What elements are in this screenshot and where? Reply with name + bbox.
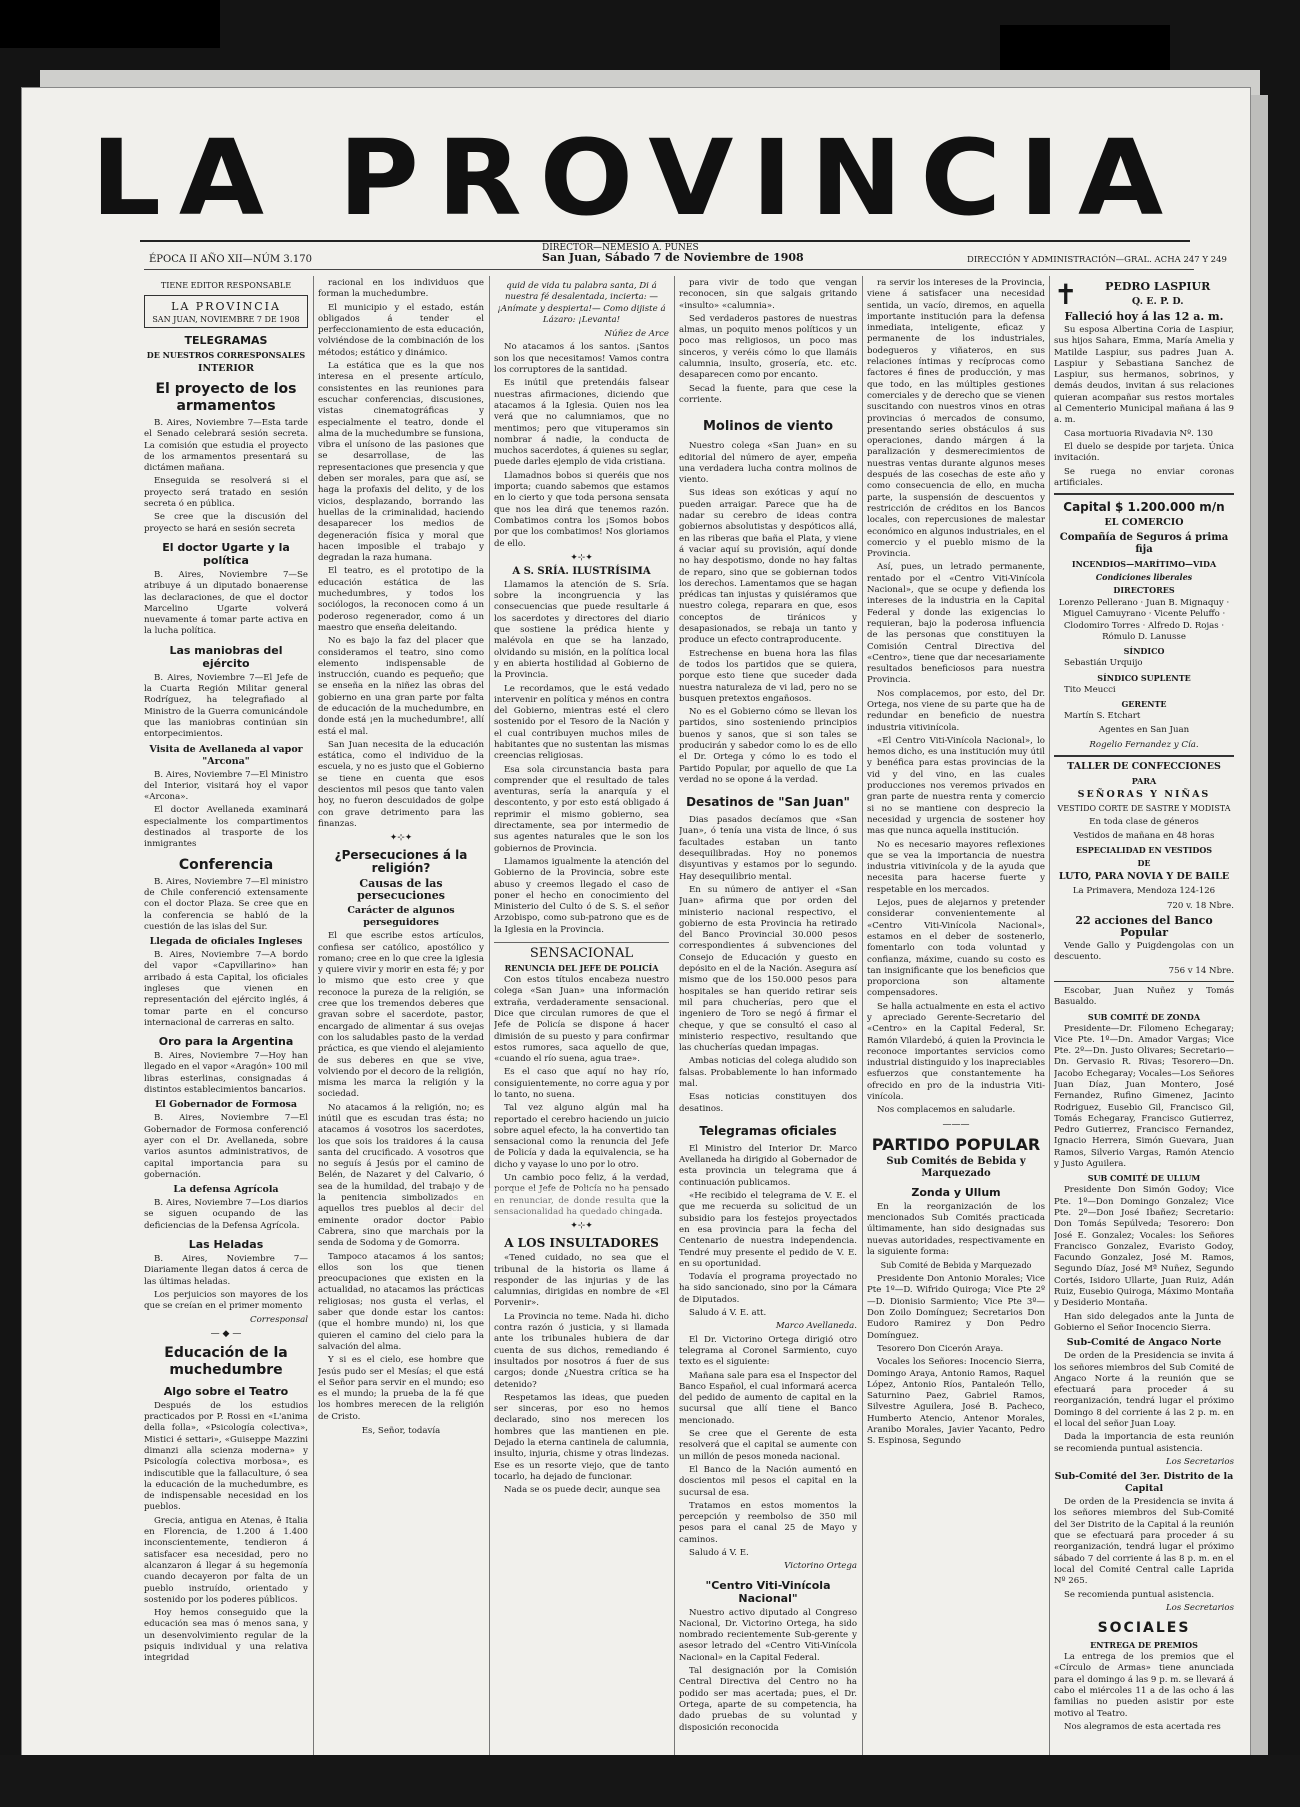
headline-defensa: La defensa Agrícola [173, 1184, 279, 1196]
ad-capital-sub2: Compañía de Seguros á prima fija [1059, 532, 1229, 556]
paragraph: En la reorganización de los mencionados Sub Comités practicada últimamente, han sido designadas sus nuevas autoridades, respectivamente en la siguiente forma: [867, 1201, 1045, 1257]
column-rule [674, 276, 675, 1766]
ad-taller-esp: ESPECIALIDAD EN VESTIDOS [1075, 845, 1213, 856]
signature: Corresponsal [250, 1314, 308, 1325]
paragraph: El doctor Avellaneda examinará especialmente los compartimentos destinados al trasporte de los inmigrantes [144, 805, 308, 850]
paragraph: Saludo á V. E. [689, 1547, 749, 1558]
paragraph: B. Aires, Noviembre 7—Diariamente llegan datos á cerca de las últimas heladas. [144, 1254, 308, 1287]
paragraph: Se cree que el Gerente de esta resolverá que el capital se aumente con un millón de pesos moneda nacional. [679, 1429, 857, 1462]
paragraph: Ambas noticias del colega aludido son falsas. Probablemente lo han informado mal. [679, 1056, 857, 1089]
paragraph: Hoy hemos conseguido que la educación sea mas ó menos sana, y un desenvolvimiento regular de la psiquis individual y una relativa integridad [144, 1608, 308, 1664]
paragraph: B. Aires, Noviembre 7—El Ministro del Interior, visitará hoy el vapor «Arcona». [144, 769, 308, 803]
paragraph: Escobar, Juan Nuñez y Tomás Basualdo. [1054, 985, 1234, 1008]
column-rule [313, 276, 314, 1766]
paragraph: Enseguida se resolverá si el proyecto será tratado en sesión secreta ó en pública. [144, 476, 308, 510]
paragraph: B. Aires, Noviembre 7—Se atribuye á un diputado bonaerense las declaraciones, de que el doctor Marcelino Ugarte volverá nuevamente á tomar parte activa en la lucha política. [144, 569, 308, 637]
ad-capital-agentes: Agentes en San Juan [1098, 725, 1190, 736]
paragraph: La Provincia no teme. Nada hi. dicho contra razón ó justicia, y si llamada ante los tribunales hubiera de dar cuenta de sus dichos, remediando é insultados por nosotros á fuer de sus cargos; donde ¿Nuestra crítica se ha detenido? [494, 1311, 669, 1390]
paragraph: El Banco de la Nación aumentó en doscientos mil pesos el capital en la sucursal de esa. [679, 1464, 857, 1498]
paragraph: Todavía el programa proyectado no ha sido sancionado, sino por la Cámara de Diputados. [679, 1272, 857, 1305]
paragraph: Un cambio poco feliz, á la verdad, porque el Jefe de Policía no ha pensado en renunciar, de donde resulta que la sensacionalidad ha quedado chingada. [494, 1173, 669, 1217]
headline-maniobras: Las maniobras del ejército [169, 643, 283, 670]
editor-notice: TIENE EDITOR RESPONSABLE [160, 281, 292, 290]
ad-taller-title: TALLER DE CONFECCIONES [1067, 760, 1221, 772]
separator: — ◆ — [210, 1328, 242, 1339]
paragraph: Tesorero Don Cicerón Araya. [877, 1343, 1004, 1354]
paragraph: Tampoco atacamos á los santos; ellos son los que tienen preocupaciones que existen en la actualidad, no atacamos las prácticas religiosas; nos gusta el verlas, el saber que donde estar los cantos: (que el hombre mundo) ni, los que quieren el camino del cielo para la salvación del alma. [318, 1251, 484, 1352]
headline-arcona: Visita de Avellaneda al vapor "Arcona" [149, 743, 303, 767]
headline-ugarte: El doctor Ugarte y la política [162, 540, 290, 567]
headline-oro: Oro para la Argentina [158, 1035, 294, 1049]
ad-capital-gerente-name: Martín S. Etchart [1064, 710, 1141, 721]
column-3 [494, 278, 669, 1758]
subhead-bebida: Sub Comité de Bebida y Marquezado [880, 1261, 1032, 1271]
paragraph: No atacamos á los santos. ¡Santos son los que necesitamos! Vamos contra los corruptores de la santidad. [494, 342, 669, 376]
paragraph: B. Aires, Noviembre 7—A bordo del vapor «Capvillarino» han arribado á esta Capital, los oficiales ingleses que vienen en representación del ejército inglés, á tomar parte en el concurso internacional de carreras en salto. [144, 950, 308, 1028]
ad-capital-sindico: SÍNDICO [1123, 646, 1165, 657]
telegrams-interior: INTERIOR [198, 363, 254, 374]
ad-capital-sub4: Condiciones liberales [1095, 572, 1193, 583]
paragraph: «He recibido el telegrama de V. E. el que me recuerda su solicitud de un subsidio para los festejos proyectados en esa provincia para la fecha del Centenario de nuestra independencia. Tendré muy presente el pedido de V. E. en su oportunidad. [679, 1191, 857, 1269]
paragraph: Grecia, antigua en Atenas, ê Italia en Florencia, de 1.200 á 1.400 inconscientemente, tendieron á satisfacer esa necesidad, pero no alcanzaron á llegar á su hegemonía cuando decayeron por falta de un pueblo instruído, orientado y sostenido por los poderes públicos. [144, 1515, 308, 1605]
paragraph: Tal vez alguno algún mal ha reportado el cerebro haciendo un juicio sobre aquel efecto, la ha convertido tan sensacional como la renuncia del Jefe de Policía y dada la equivalencia, se ha dicho y vayase lo uno por lo otro. [494, 1103, 669, 1170]
paragraph: Nos complacemos, por esto, del Dr. Ortega, nos viene de su parte que ha de redundar en beneficio de nuestra industria vitivinícola. [867, 688, 1045, 733]
headline-oficiales: Llegada de oficiales Ingleses [149, 936, 303, 948]
masthead-title: LA PROVINCIA [90, 117, 1182, 239]
telegrams-subtitle: DE NUESTROS CORRESPONSALES [146, 350, 306, 360]
paragraph: Le recordamos, que le está vedado intervenir en política y ménos en contra del Gobierno, mientras esté el clero sostenido por el Tesoro de la Nación y el cual contribuyen muchos miles de habitantes que no sustentan las mismas creencias religiosas. [494, 683, 669, 762]
telegrams-title: TELEGRAMAS [184, 334, 268, 347]
black-tab-left-bottom [0, 1755, 1300, 1807]
ad-acciones-ref: 756 v 14 Nbre. [1168, 965, 1234, 976]
paragraph: Esa sola circunstancia basta para comprender que el resultado de tales aventuras, sería la anarquía y el descontento, y por esto está obligado á reprimir el mismo gobierno, sea directamente, sea por intermedio de sus agentes naturales que le son los gobiernos de Provincia. [494, 764, 669, 854]
paragraph: Nada se os puede decir, aunque sea [504, 1485, 661, 1496]
paragraph: En su número de antiyer el «San Juan» afirma que por orden del ministerio nacional respectivo, el gobierno de esta Provincia ha retirado del Banco Provincial 30.000 pesos correspondientes á subvenciones del Consejo de Educación y guesto en depósito en el de la Nación. Asegura así mismo que de los 150.000 pesos para hospitales se han querido retirar seis mil para chucherías, pero que el ingeniero de Toro se negó á firmar el cheque, y que se consultó el caso al ministerio respectivo, resultando que las chucherías quedan impagas. [679, 884, 857, 1054]
ad-taller-sub: SEÑORAS Y NIÑAS [1077, 788, 1211, 800]
paragraph: El Ministro del Interior Dr. Marco Avellaneda ha dirigido al Gobernador de esta provincia un telegrama que á continuación publicamos. [679, 1143, 857, 1188]
paragraph: Vocales los Señores: Inocencio Sierra, Domingo Araya, Antonio Ramos, Raquel López, Antonio Ríos, Pantaleón Tello, Saturnino Paez, Gabriel Ramos, Silvestre Aguilera, José B. Pacheco, Humberto Atencio, Antenor Morales, Aranibo Morales, Javier Yacanto, Pedro S. Espinosa, Segundo [867, 1357, 1045, 1447]
column-4 [679, 278, 857, 1758]
separator: ——— [942, 1119, 970, 1130]
column-rule [1049, 276, 1050, 1766]
paragraph: De orden de la Presidencia se invita á los señores miembros del Sub Comité de Angaco Norte á la reunión que se efectuará para proceder á su reorganización, tendrá lugar el próximo Domingo 8 del corriente á las 2 p. m. en el local del señor Juan Loay. [1054, 1351, 1234, 1429]
paragraph: Llamamos la atención de S. Sría. sobre la incongruencia y las consecuencias que puede resultarle á los sacerdotes y directores del diario que sostiene la prédica hiente y malévola en que se ha lanzado, olvidando su misión, en la política local y en abierta hostilidad al Gobierno de la Provincia. [494, 579, 669, 681]
headline-formosa: El Gobernador de Formosa [154, 1099, 298, 1111]
paragraph: Y si es el cielo, ese hombre que Jesús pudo ser el Mesías; el que está el Señor para servir en el mundo; eso es el mundo; la prueba de la fé que los hombres merecen de la religión de Cristo. [318, 1355, 484, 1422]
verse: quid de vida tu palabra santa, Di á nuestra fé desalentada, incierta: —¡Anímate y despierta!— Como dijiste á Lázaro: ¡Levanta! [497, 281, 666, 325]
paragraph: Dias pasados decíamos que «San Juan», ó tenía una vista de lince, ó sus facultades estaban un tanto desequilibradas. Hoy no ponemos disyuntivas y estamos por lo segundo. Hay desequilibrio mental. [679, 815, 857, 882]
paragraph: La estática que es la que nos interesa en el presente artículo, consistentes en las reuniones para escuchar conferencias, discusiones, vistas cinematográficas y especialmente el teatro, donde el alma de la muchedumbre se funsiona, vibra el unísono de las pasiones que se desarrollase, de las representaciones que presencia y que deben ser morales, para que así, se haga la profaxis del delito, y de los vicios, desplazando, borrando las huellas de la criminalidad, haciendo desaparecer los medios de degeneración física y moral que hacen imposible el trabajo y degradan la raza humana. [318, 361, 484, 564]
paragraph: Casa mortuoria Rivadavia Nº. 130 [1064, 428, 1213, 439]
paragraph: B. Aires, Noviembre 7—El Jefe de la Cuarta Región Militar general Rodríguez, ha telegrafiado al Ministro de la Guerra comunicándole que las maniobras continúan sin entorpecimientos. [144, 672, 308, 740]
paragraph: Sed verdaderos pastores de nuestras almas, un poquito menos políticos y un poco mas religiosos, un poco mas sinceros, y veréis cómo lo que llamáis calumnia, insulto, grosería, etc. etc. desaparecen como por encanto. [679, 313, 857, 381]
ad-capital-sindico-name: Sebastián Urquijo [1064, 658, 1143, 669]
paragraph: La entrega de los premios que el «Círculo de Armas» tiene anunciada para el domingo á las 9 p. m. se llevará á cabo el miércoles 11 a de las ocho á las familias no pueden asistir por este motivo al Teatro. [1054, 1652, 1234, 1719]
ad-taller-text3: Vestidos de mañana en 48 horas [1073, 831, 1215, 842]
paragraph: Llamamos igualmente la atención del Gobierno de la Provincia, sobre este abuso y creemos llegado el caso de poner el hecho en conocimiento del Ministerio del Culto ó de S. S. el señor Arzobispo, como sub-patrono que es de la Iglesia en la Provincia. [494, 856, 669, 935]
paragraph: Nuestro colega «San Juan» en su editorial del número de ayer, empeña una verdadera lucha contra molinos de viento. [679, 441, 857, 486]
dateline-box [144, 295, 308, 328]
paragraph: Con estos títulos encabeza nuestro colega «San Juan» una información extraña, verdaderamente sensacional. Dice que circulan rumores de que el Jefe de Policía se dispone á hacer dimisión de su puesto y para confirmar estos rumores, saca aquello de que, «cuando el río suena, agua trae». [494, 975, 669, 1065]
subhead-premios: ENTREGA DE PREMIOS [1090, 1640, 1198, 1651]
paragraph: De orden de la Presidencia se invita á los señores miembros del Sub-Comité del 3er Distrito de la Capital á la reunión que se efectuará para proceder á su reorganización, tendrá lugar el próximo sábado 7 del corriente á las 8 p. m. en el local del Comité Central calle Laprida Nº 265. [1054, 1497, 1234, 1587]
subhead-caracter: Carácter de algunos perseguidores [347, 905, 455, 929]
paragraph: Es el caso que aquí no hay río, consiguientemente, no corre agua y por lo tanto, no suena. [494, 1067, 669, 1100]
paragraph: Vende Gallo y Puigdengolas con un descuento. [1054, 941, 1234, 963]
paragraph: Dada la importancia de esta reunión se recomienda puntual asistencia. [1054, 1432, 1234, 1454]
paragraph: Nuestro activo diputado al Congreso Nacional, Dr. Victorino Ortega, ha sido nombrado recientemente Sub-gerente y asesor letrado del «Centro Viti-Vinícola Nacional» en la Capital Federal. [679, 1607, 857, 1663]
dateline-title: LA PROVINCIA [171, 300, 281, 313]
subhead-ullum: SUB COMITÉ DE ULLUM [1087, 1173, 1201, 1184]
paragraph: No es el Gobierno cómo se llevan los partidos, sino sosteniendo principios buenos y sanos, que si son tales se producirán y sabedor como lo es de ello el Dr. Ortega y cómo lo es todo el Partido Popular, por aquello de que La verdad no se opone á la verdad. [679, 707, 857, 785]
obituary-date: Falleció hoy á las 12 a. m. [1064, 310, 1224, 323]
paragraph: «El Centro Viti-Vinícola Nacional», lo hemos dicho, es una institución muy útil y benéfica para estas provincias de la vid y del vino, en las cuales producciones nos veremos privados en gran parte de nuestra renta y comercio si no se mantiene con desprecio la necesidad y urgencia de sostener hoy mas que nunca aquella institución. [867, 735, 1045, 837]
column-2 [318, 278, 484, 1758]
paragraph: Presidente Don Antonio Morales; Vice Pte 1º—D. Wifrido Quiroga; Vice Pte 2º—D. Dionisio Sarmiento; Vice Pte 3º—Don Zoilo Domínguez; Secretarios Don Eudoro Ramirez y Don Pedro Domínguez. [867, 1274, 1045, 1341]
signature: Marco Avellaneda. [775, 1321, 857, 1332]
column-5 [867, 278, 1045, 1758]
paragraph: «Tened cuidado, no sea que el tribunal de la historia os llame á responder de las injurias y de las calumnias, dirigidas en nombre de «El Porvenir». [494, 1253, 669, 1309]
paragraph: Presidente—Dr. Filomeno Echegaray; Vice Pte. 1º—Dn. Amador Vargas; Vice Pte. 2º—Dn. Justo Olivares; Secretario—Dn. Gervasio R. Rivas; Tesorero—Dn. Jacobo Echegaray; Vocales—Los Señores Juan Díaz, Juan Montero, José Fernandez, Rufino Gimenez, Jacinto Rodriguez, Eusebio Gil, Francisco Gil, Tomás Echegaray, Francisco Gutierrez, Pedro Gutierrez, Francisco Fernandez, Ignacio Herrera, Simón Guevara, Juan Ramos, Silverio Vargas, Ramón Atencio y Justo Aguilera. [1054, 1023, 1234, 1170]
separator: ✦⊹✦ [570, 1221, 593, 1232]
paragraph: Se cree que la discusión del proyecto se hará en sesión secreta [144, 512, 308, 534]
ad-capital-agentes-name: Rogelio Fernandez y Cía. [1089, 739, 1199, 750]
headline-sensacional: SENSACIONAL [494, 942, 669, 960]
paragraph: para vivir de todo que vengan reconocen, sin que salgais gritando «insulto» «calumnia». [679, 278, 857, 311]
paragraph: El Dr. Victorino Ortega dirigió otro telegrama al Coronel Sarmiento, cuyo texto es el siguiente: [679, 1334, 857, 1368]
obituary-name: PEDRO LASPIUR [1105, 280, 1211, 293]
paragraph: Mañana sale para esa el Inspector del Banco Español, el cual informará acerca del pedido de aumento de capital en la sucursal que allí tiene el Banco mencionado. [679, 1370, 857, 1426]
header-date: San Juan, Sábado 7 de Noviembre de 1908 [542, 251, 804, 264]
paragraph: El que escribe estos artículos, confiesa ser católico, apostólico y romano; cree en lo que cree la iglesia y quiere vivir y morir en esta fé; y por lo mismo que esto cree y que reconoce la pureza de la religión, se cree que los tremendos deberes que gravan sobre el sacerdote, pastor, encargado de alimentar á sus ovejas con los saludables pasto de la verdad práctica, es que viendo el alejamiento de sus deberes en que se vive, volviendo por el decoro de la religión, misma les marca la religión y la sociedad. [318, 931, 484, 1100]
paragraph: Saludo á V. E. att. [689, 1308, 767, 1319]
subhead-renuncia: RENUNCIA DEL JEFE DE POLICÍA [504, 963, 659, 974]
paragraph: Esas noticias constituyen dos desatinos. [679, 1092, 857, 1114]
separator: ✦⊹✦ [570, 552, 593, 563]
column-rule [862, 276, 863, 1766]
headline-insultadores: A LOS INSULTADORES [504, 1236, 659, 1251]
paragraph: No es necesario mayores reflexiones que se vea la importancia de nuestra industria vitivinícola y de la ayuda que necesita para hacerse fuerte y respetable en los mercados. [867, 839, 1045, 895]
paragraph: Estrechense en buena hora las filas de todos los partidos que se quiera, porque esto tiene que suceder dada nuestra naturaleza de vi lad, pero no se busquen pretextos engañosos. [679, 648, 857, 704]
header-director: DIRECTOR—NEMESIO A. PUNES [542, 243, 699, 253]
headline-partido-popular: PARTIDO POPULAR [871, 1134, 1041, 1154]
subhead-subcomites: Sub Comités de Bebida y Marquezado [886, 1155, 1026, 1179]
ad-capital-title: Capital $ 1.200.000 m/n [1063, 500, 1225, 515]
paragraph: Después de los estudios practicados por P. Rossi en «L'anima della folla», «Psicología colectiva», Mistici é settari», «Guiseppe Mazzini dimanzi alla scienza moderna» y Psicología colectiva morbosa», es indiscutible que la fallaculture, ó sea la educación de la muchedumbre, es de indispensable necesidad en los pueblos. [144, 1400, 308, 1513]
paragraph: Se recomienda puntual asistencia. [1064, 1589, 1215, 1600]
paragraph: Es inútil que pretendáis falsear nuestras afirmaciones, diciendo que atacamos á la Iglesia. Quien nos lea verá que no calumniamos, que no mentimos; pero que vituperamos sin nombrar á nadie, la conducta de muchos sacerdotes, á quienes su seglar, puede darles ejemplo de vida cristiana. [494, 378, 669, 468]
paragraph: Han sido delegados ante la Junta de Gobierno el Señor Inocencio Sierra. [1054, 1311, 1234, 1333]
header-epoca: ÉPOCA II AÑO XII—NÚM 3.170 [149, 254, 312, 265]
ad-taller-text2: En toda clase de géneros [1089, 816, 1199, 827]
signature: Núñez de Arce [604, 329, 669, 340]
subhead-zonda-ullum: Zonda y Ullum [911, 1185, 1001, 1199]
signature: Los Secretarios [1165, 1456, 1234, 1467]
cross-icon: ✝ [1054, 278, 1078, 311]
ad-capital-list: Lorenzo Pellerano · Juan B. Mignaquy · Miguel Camuyrano · Vicente Peluffo · Clodomiro Torres · Alfredo D. Rojas · Rómulo D. Lanusse [1058, 598, 1230, 643]
paragraph: El duelo se despide por tarjeta. Única invitación. [1054, 441, 1234, 464]
dateline-date: SAN JUAN, NOVIEMBRE 7 DE 1908 [152, 315, 300, 324]
headline-desatinos: Desatinos de "San Juan" [686, 795, 850, 810]
subhead-causas: Causas de las persecuciones [357, 877, 445, 903]
paragraph: Los perjuicios son mayores de los que se creían en el primer momento [144, 1289, 308, 1312]
subhead-teatro: Algo sobre el Teatro [163, 1384, 289, 1398]
paragraph: ra servir los intereses de la Provincia, viene á satisfacer una necesidad sentida, un vacío, diremos, en aquella importante institución para la defensa inmediata, inteligente, eficaz y permanente de los industriales, bodegueros y viñateros, en sus relaciones íntimas y recíprocas como factores é fines de producción, y mas que todo, en las múltiples gestiones comerciales y de derecho que se vienen suscitando con nuestros vinos en otras provincias ó mercados de consumo, presentando series obstáculos á sus operaciones, dando márgen á la paralización y desmerecimientos de nuestras ventas durante algunos meses después de las cosechas de este año y como consecuencia de ello, en mucha parte, la suspensión de descuentos y restricción de créditos en los Bancos locales, con repercusiones de malestar económico en algunos industriales, en el comercio y el pueblo mismo de la Provincia. [867, 278, 1045, 560]
paragraph: Se ruega no enviar coronas artificiales. [1054, 466, 1234, 488]
paragraph: El municipio y el estado, están obligados á tender el perfeccionamiento de esta educación, volviéndose de la combinación de los métodos; estático y dinámico. [318, 302, 484, 358]
paragraph: Tratamos en estos momentos la percepción y reembolso de 350 mil pesos para el canal 25 de Mayo y caminos. [679, 1500, 857, 1545]
ad-taller-addr: La Primavera, Mendoza 124-126 [1072, 886, 1216, 897]
paragraph: Así, pues, un letrado permanente, rentado por el «Centro Viti-Vinícola Nacional», que se ocupe y defienda los intereses de la industria en la Capital Federal y donde las exigencias lo requieran, bajo la poderosa influencia de las personas que constituyen la Comisión Central Directiva del «Centro», tiene que dar necesariamente resultados beneficiosos para nuestra Provincia. [867, 562, 1045, 686]
paragraph: Lejos, pues de alejarnos y pretender considerar convenientemente al «Centro Viti-Vinícola Nacional», estamos en el deber de sostenerlo, fomentarlo con toda voluntad y confianza, máxime, cuando su costo es tan insignificante que los beneficios que proporciona son altamente compensadores. [867, 898, 1045, 999]
ad-taller-luto: LUTO, PARA NOVIA Y DE BAILE [1058, 871, 1230, 883]
headline-molinos: Molinos de viento [702, 419, 834, 435]
paragraph: Presidente Don Simón Godoy; Vice Pte. 1º—Don Domingo Gonzalez; Vice Pte. 2º—Don José Ibañez; Secretario: Don Tomás Sepúlveda; Tesorero: Don José E. Gonzalez; Vocales: los Señores Francisco Gonzalez, Evaristo Godoy, Facundo Gonzalez, José M. Ramos, Segundo Díaz, José Mª Nuñez, Segundo Cortés, Isidoro Ullarte, Juan Ruiz, Adán Ruiz, Eusebio Quiroga, Máximo Montaña y Desiderio Montaña. [1054, 1185, 1234, 1309]
headline-heladas: Las Heladas [188, 1238, 264, 1252]
headline-persecuciones: ¿Persecuciones á la religión? [334, 848, 468, 876]
paragraph: Llamadnos bobos si queréis que nos importa; cuando sabemos que estamos en lo cierto y que toda persona sensata que nos lea dirá que tenemos razón. Combatimos contra los ¡Somos bobos por que los combatimos! Nos gloriamos de ello. [494, 470, 669, 549]
paragraph: B. Aires, Noviembre 7—Los diarios se siguen ocupando de las deficiencias de la Defensa Agrícola. [144, 1198, 308, 1231]
obituary [1054, 278, 1234, 489]
obituary-qepd: Q. E. P. D. [1131, 296, 1184, 307]
paragraph: Nos alegramos de esta acertada res [1064, 1721, 1221, 1732]
ad-capital-sub3: INCENDIOS—MARÍTIMO—VIDA [1071, 559, 1217, 570]
separator: ✦⊹✦ [389, 833, 413, 844]
column-1 [144, 278, 308, 1758]
paragraph: Tal designación por la Comisión Central Directiva del Centro no ha podido ser mas acertada; pues, el Dr. Ortega, aparte de su competencia, ha dado pruebas de su voluntad y disposición reconocida [679, 1666, 857, 1733]
paragraph: No es bajo la faz del placer que consideramos el teatro, sino como elemento indispensable de instrucción, cuando es pequeño; que se enseña en la niñez las obras del gobierno en una gran parte por falta de educación de la muchedumbre, en donde está ¡en la muchedumbre!, allí está el mal. [318, 636, 484, 737]
paragraph: No atacamos á la religión, no; es inútil que es escudan tras ésta; no atacamos á vosotros los sacerdotes, los que sois los traidores á la causa santa del crucificado. A vosotros que no seguís á Jesús por el camino de Belén, de Nazaret y del Calvario, ó sea de la humildad, del trabajo y de la penitencia simbolizados en aquellos tres pueblos al decir del eminente orador doctor Pablo Cabrera, sino que marchais por la senda de Sodoma y de Gomorra. [318, 1102, 484, 1249]
signature: Los Secretarios [1165, 1602, 1234, 1613]
ad-taller-esp2: DE [1137, 858, 1151, 869]
black-tab-left-top [0, 0, 220, 48]
column-rule [489, 276, 490, 1766]
paragraph: Su esposa Albertina Coria de Laspiur, sus hijos Sahara, Emma, María Amelia y Matilde Laspiur, sus padres Juan A. Laspiur y Sebastiana Sanchez de Laspiur, sus hermanos, sobrinos, y demás deudos, invitan á sus relaciones quieran acompañar sus restos mortales al Cementerio Municipal mañana á las 9 a. m. [1054, 325, 1234, 426]
newspaper-page [22, 88, 1250, 1778]
paragraph: Secad la fuente, para que cese la corriente. [679, 383, 857, 405]
paragraph: Sus ideas son exóticas y aquí no pueden arraigar. Parece que ha de nadar su cerebro de ideas contra gobiernos absolutistas y despóticos allá, en las riberas que baña el Plata, y viene á vaciar aquí su provisión, aquí donde no hay despotismo, donde no hay faltas de reparo, sino que se gobiernan todos los derechos. Lamentamos que se hagan prédicas tan injustas y quisiéramos que nuestro colega, reparara en que, esos conceptos de tiránicos y desapasionados, se rebaja un tanto y produce un efecto contraproducente. [679, 488, 857, 646]
paragraph: Nos complacemos en saludarle. [877, 1105, 1016, 1116]
subhead-angaco: Sub-Comité de Angaco Norte [1066, 1337, 1222, 1349]
ad-taller-addr2: 720 v. 18 Nbre. [1166, 900, 1234, 911]
masthead-rule-bottom [144, 269, 1194, 270]
subhead-tercer-distrito: Sub-Comité del 3er. Distrito de la Capital [1054, 1471, 1234, 1495]
signature: Victorino Ortega [784, 1561, 857, 1572]
paragraph: B. Aires, Noviembre 7—Hoy han llegado en el vapor «Aragón» 100 mil libras esterlinas, consignadas á distintos establecimientos bancarios. [144, 1051, 308, 1096]
ad-capital-directores: DIRECTORES [1113, 585, 1175, 596]
ad-capital-sindico2-name: Tito Meucci [1064, 684, 1116, 695]
ad-capital-sindico2: SÍNDICO SUPLENTE [1097, 672, 1191, 683]
header-address: DIRECCIÓN Y ADMINISTRACIÓN—GRAL. ACHA 247 Y 249 [967, 255, 1227, 265]
paragraph: B. Aires, Noviembre 7—El ministro de Chile conferenció extensamente con el doctor Plaza. Se cree que en la conferencia se habló de la cuestión de las islas del Sur. [144, 876, 308, 932]
ad-acciones-title: 22 acciones del Banco Popular [1075, 914, 1213, 940]
headline-conferencia: Conferencia [178, 856, 274, 873]
headline-centro: "Centro Viti-Vinícola Nacional" [705, 1578, 831, 1605]
headline-sociales: SOCIALES [1097, 1620, 1191, 1637]
headline-armamentos: El proyecto de los armamentos [155, 381, 297, 414]
subhead-zonda: SUB COMITÉ DE ZONDA [1087, 1011, 1201, 1022]
black-tab-right-top [1000, 25, 1170, 73]
column-6 [1054, 278, 1234, 1758]
paragraph: Se halla actualmente en esta el activo y apreciado Gerente-Secretario del «Centro» en la Capital Federal, Sr. Ramón Vilardebó, á quien la Provincia le reconoce importantes servicios como industrial distinguido y los inapreciables esfuerzos que constantemente ha ofrecido en pro de la industria Viti-vinícola. [867, 1001, 1045, 1103]
ad-taller-para: PARA [1131, 775, 1157, 786]
ad-capital-gerente: GERENTE [1121, 698, 1167, 709]
ad-capital-sub: EL COMERCIO [1104, 517, 1184, 529]
paragraph: El teatro, es el prototipo de la educación estática de las muchedumbres, y todos los sociólogos, la reconocen como á un poderoso regenerador, como á un maestro que enseña deleitando. [318, 566, 484, 633]
ad-taller-text: VESTIDO CORTE DE SASTRE Y MODISTA [1057, 803, 1231, 813]
paragraph: B. Aires, Noviembre 7—El Gobernador de Formosa conferenció ayer con el Dr. Avellaneda, sobre varios asuntos administrativos, de capital importancia para su gobernación. [144, 1113, 308, 1180]
print-smear [452, 1188, 652, 1218]
paragraph-tail: Es, Señor, todavía [361, 1426, 441, 1437]
headline-sria: A S. SRÍA. ILUSTRÍSIMA [512, 565, 651, 577]
paragraph: racional en los individuos que forman la muchedumbre. [318, 278, 484, 300]
headline-telegramas-oficiales: Telegramas oficiales [699, 1123, 837, 1138]
paragraph: Respetamos las ideas, que pueden ser sinceras, por eso no hemos declarado, sino nos merecen los hombres que las mantienen en pie. Dejado la eterna cantinela de calumnia, insulto, injuria, chisme y otras lindezas. Ese es un resorte viejo, que de tanto tocarlo, ha dejado de funcionar. [494, 1392, 669, 1482]
paragraph: San Juan necesita de la educación estática, como el individuo de la escuela, y no es justo que el Gobierno se tiene en cuenta que esos descientos mil pesos que tanto valen hoy, no fueron descuidados de golpe con grave detrimento para las finanzas. [318, 739, 484, 829]
paragraph: B. Aires, Noviembre 7—Esta tarde el Senado celebrará sesión secreta. La comisión que estudia el proyecto de los armamentos presentará su dictámen mañana. [144, 418, 308, 474]
headline-educacion: Educación de la muchedumbre [164, 1344, 288, 1378]
